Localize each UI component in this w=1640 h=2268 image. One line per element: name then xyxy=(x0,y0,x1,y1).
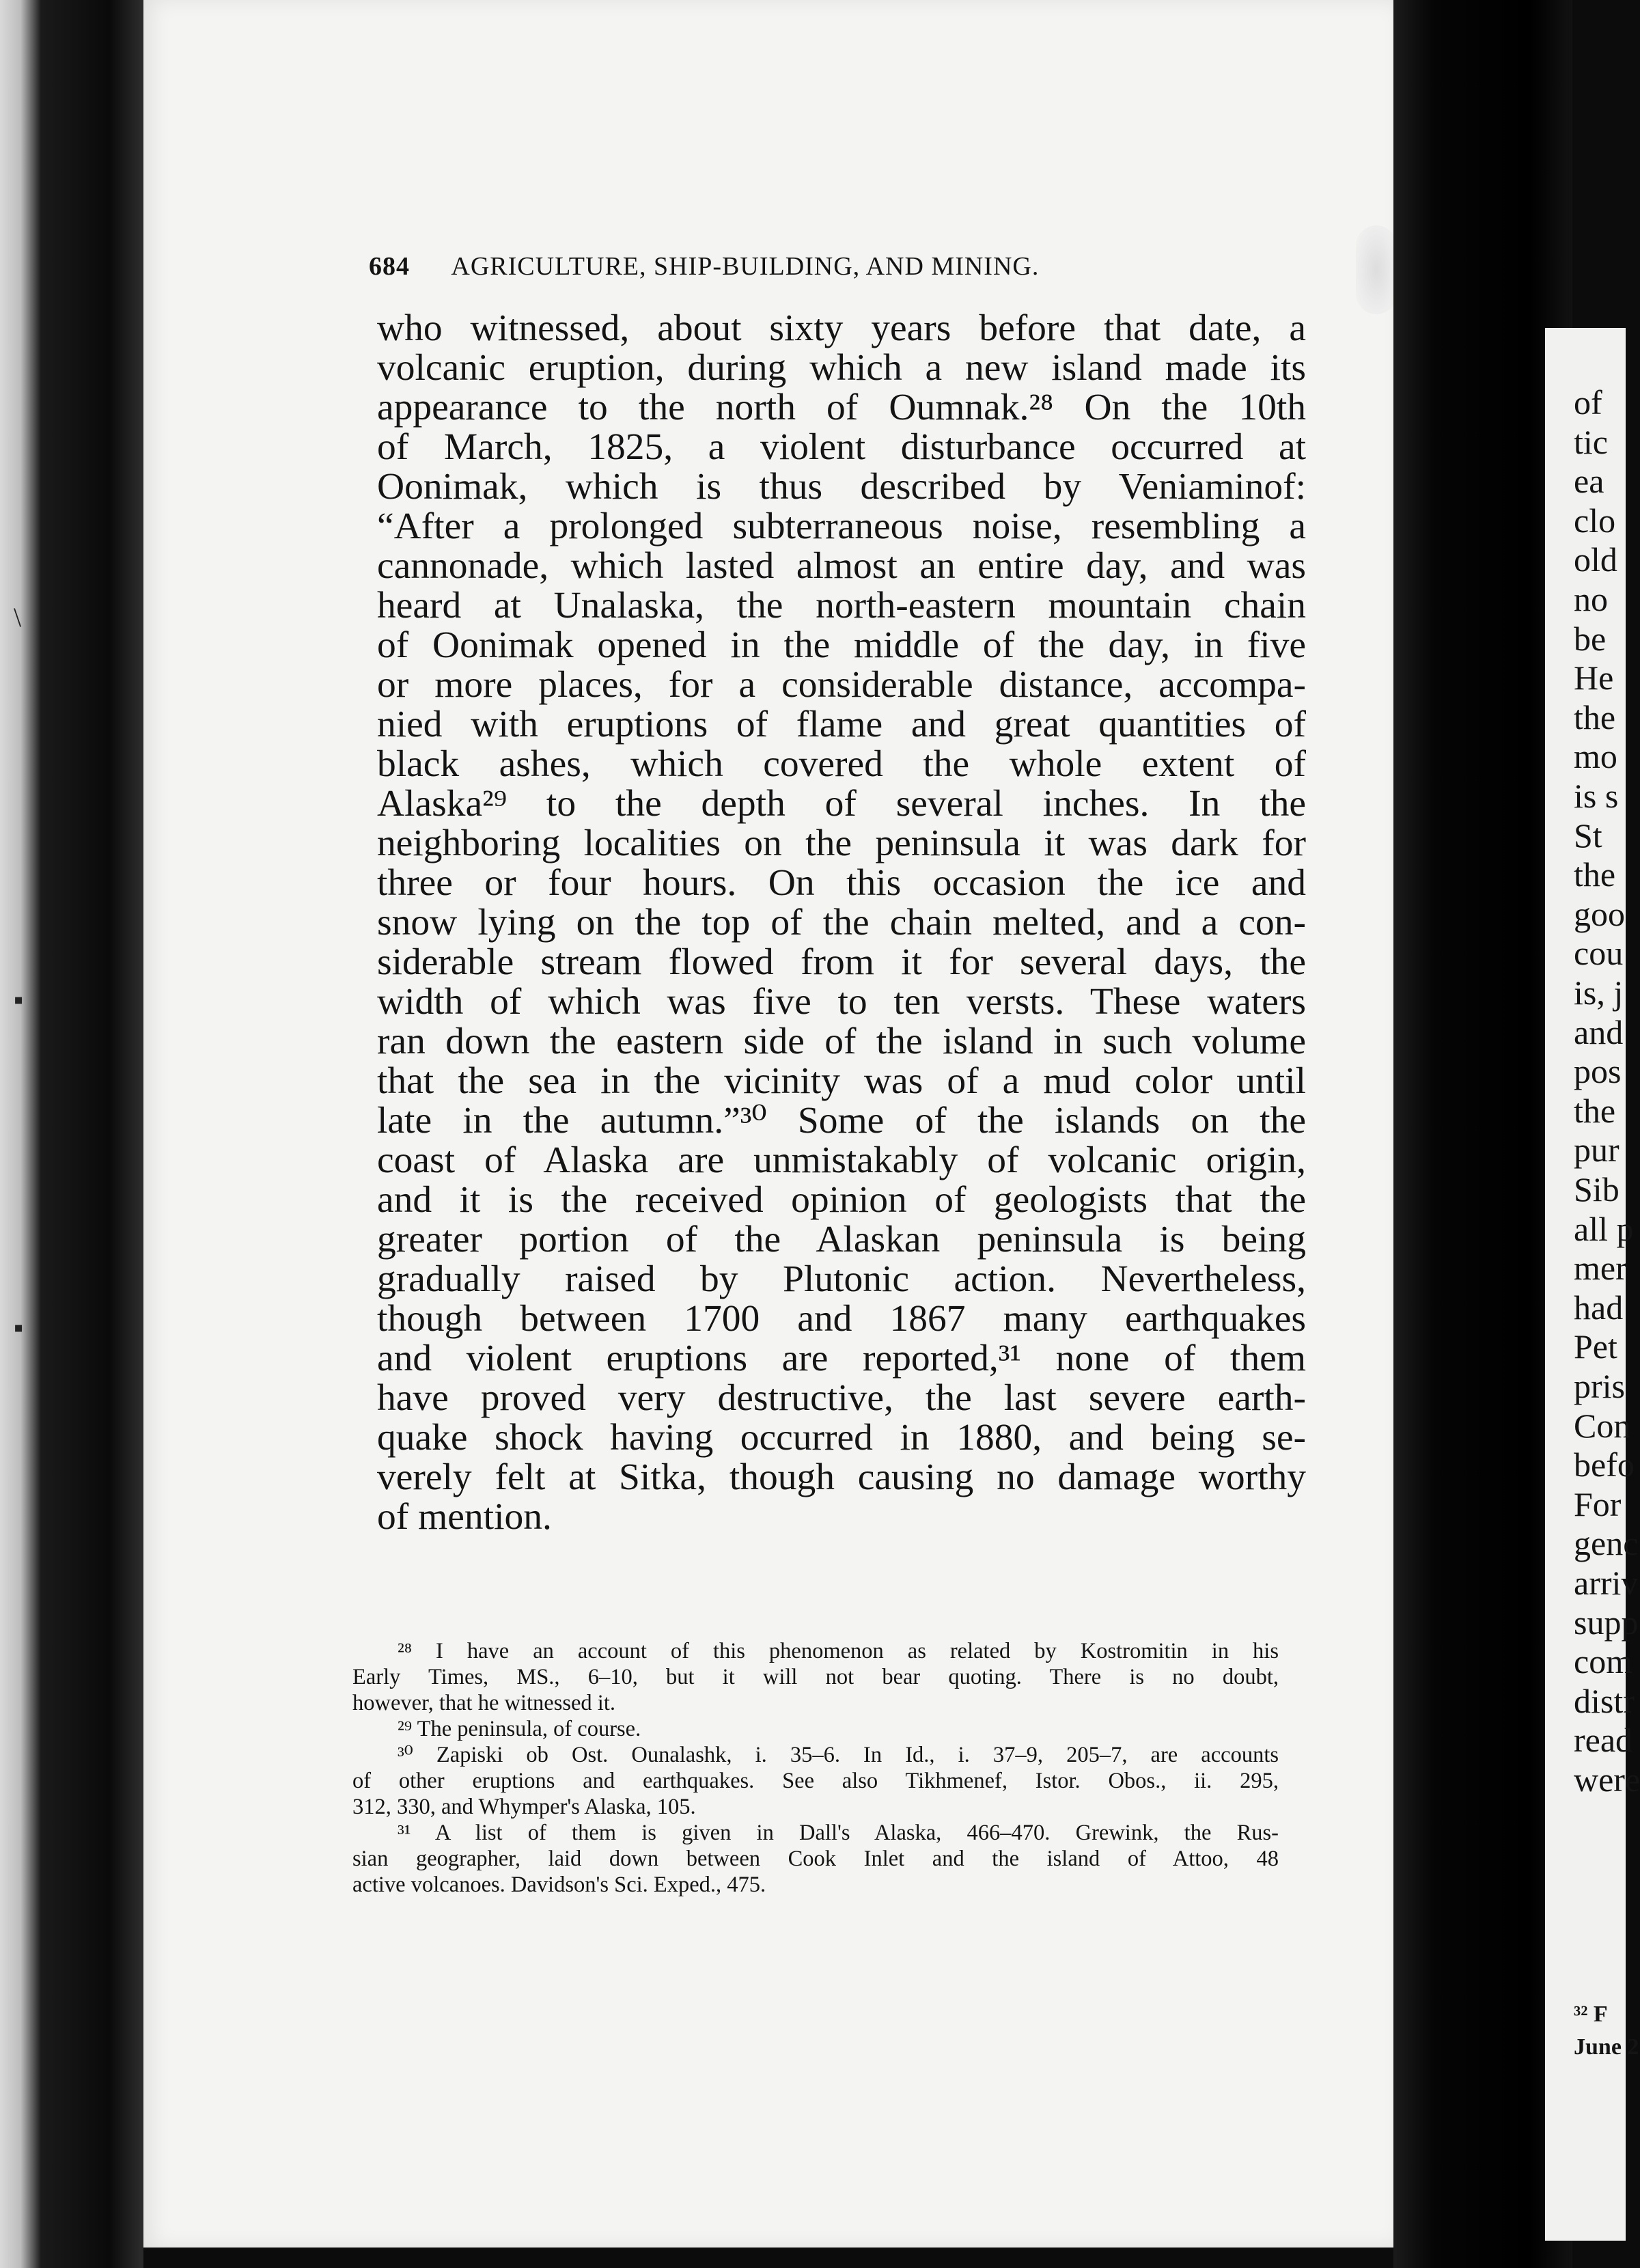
body-text xyxy=(377,309,1306,1537)
facing-page-fragment: supp xyxy=(1574,1603,1639,1642)
body-line: who witnessed, about sixty years before that date, a xyxy=(377,307,1306,349)
footnotes xyxy=(352,1638,1279,1898)
body-line: siderable stream flowed from it for several days, the xyxy=(377,941,1306,983)
facing-page-fragment: the xyxy=(1574,1091,1616,1130)
facing-page-fragment: the xyxy=(1574,855,1616,894)
margin-mark: ▪ xyxy=(14,984,24,1015)
page-number: 684 xyxy=(369,252,410,281)
body-line: and it is the received opinion of geologists that the xyxy=(377,1179,1306,1221)
facing-page-fragment: all p xyxy=(1574,1209,1634,1248)
footnote-line: ²⁸ I have an account of this phenomenon as related by Kostromitin in his xyxy=(398,1639,1279,1663)
facing-page-fragment: For xyxy=(1574,1484,1622,1523)
footnote-line: ³¹ A list of them is given in Dall's Alaska, 466–470. Grewink, the Rus- xyxy=(398,1821,1279,1845)
facing-page-fragment: cou xyxy=(1574,934,1624,973)
facing-page-fragment: ea xyxy=(1574,462,1604,501)
facing-page-fragment: He xyxy=(1574,659,1614,697)
facing-page-fragment: had xyxy=(1574,1288,1624,1327)
facing-page-fragment: clo xyxy=(1574,501,1616,540)
footnote-line: ³⁰ Zapiski ob Ost. Ounalashk, i. 35–6. In Id., i. 37–9, 205–7, are accounts xyxy=(398,1743,1279,1767)
running-title: AGRICULTURE, SHIP-BUILDING, AND MINING. xyxy=(451,252,1040,281)
facing-page-fragment: and xyxy=(1574,1012,1624,1051)
body-line: have proved very destructive, the last severe earth- xyxy=(377,1377,1306,1419)
footnote-line: of other eruptions and earthquakes. See also Tikhmenef, Istor. Obos., ii. 295, xyxy=(352,1769,1279,1793)
body-line: quake shock having occurred in 1880, and being se- xyxy=(377,1417,1306,1458)
body-line: Alaska²⁹ to the depth of several inches. In the xyxy=(377,783,1306,825)
body-line: three or four hours. On this occasion the ice and xyxy=(377,862,1306,904)
facing-page-fragment: mo xyxy=(1574,737,1617,776)
facing-page-fragment: pur xyxy=(1574,1131,1620,1170)
facing-page-fragment: befo xyxy=(1574,1446,1635,1484)
body-line: or more places, for a considerable distance, accompa- xyxy=(377,664,1306,706)
body-line: that the sea in the vicinity was of a mud color until xyxy=(377,1060,1306,1102)
facing-page-fragment: no xyxy=(1574,580,1608,618)
footnote xyxy=(352,1820,1279,1898)
facing-page-fragment: pos xyxy=(1574,1052,1622,1091)
facing-page xyxy=(1545,328,1640,2241)
running-header xyxy=(369,251,1189,281)
body-line: of Oonimak opened in the middle of the day, in five xyxy=(377,624,1306,666)
body-line: of mention. xyxy=(377,1496,552,1538)
body-line: volcanic eruption, during which a new island made its xyxy=(377,347,1306,389)
body-line: cannonade, which lasted almost an entire day, and was xyxy=(377,545,1306,587)
footnote-line: ²⁹ The peninsula, of course. xyxy=(398,1717,641,1741)
footnote xyxy=(352,1638,1279,1716)
facing-page-fragment: distr xyxy=(1574,1681,1635,1720)
body-line: and violent eruptions are reported,³¹ none of them xyxy=(377,1338,1306,1379)
body-line: of March, 1825, a violent disturbance occurred at xyxy=(377,426,1306,468)
facing-page-fragment: old xyxy=(1574,540,1617,579)
footnote-line: Early Times, MS., 6–10, but it will not bear quoting. There is no doubt, xyxy=(352,1665,1279,1689)
body-line: width of which was five to ten versts. These waters xyxy=(377,981,1306,1023)
body-line: coast of Alaska are unmistakably of volcanic origin, xyxy=(377,1139,1306,1181)
facing-page-fragment: genc xyxy=(1574,1524,1639,1563)
facing-page-fragment: Pet xyxy=(1574,1327,1617,1366)
body-line: greater portion of the Alaskan peninsula is being xyxy=(377,1219,1306,1260)
body-line: neighboring localities on the peninsula it was dark for xyxy=(377,822,1306,864)
facing-page-fragment: were xyxy=(1574,1760,1640,1799)
facing-page-fragment: goo xyxy=(1574,894,1625,933)
facing-page-fragment: be xyxy=(1574,619,1607,658)
facing-page-fragment: tic xyxy=(1574,422,1608,461)
facing-page-fragment: com xyxy=(1574,1642,1633,1681)
facing-page-footnote: ³² F xyxy=(1574,2002,1608,2027)
footnote-line: 312, 330, and Whymper's Alaska, 105. xyxy=(352,1795,696,1819)
page-blemish xyxy=(1356,225,1397,314)
facing-page-fragment: is, j xyxy=(1574,973,1624,1012)
scanner-left-edge xyxy=(0,0,143,2268)
footnote-line: sian geographer, laid down between Cook Inlet and the island of Attoo, 48 xyxy=(352,1847,1279,1871)
facing-page-fragment: of xyxy=(1574,383,1602,421)
facing-page-footnote: June 2 xyxy=(1574,2034,1639,2060)
facing-page-fragment: mer xyxy=(1574,1249,1627,1288)
facing-page-fragment: St xyxy=(1574,816,1602,855)
body-line: late in the autumn.”³⁰ Some of the islands on the xyxy=(377,1100,1306,1142)
body-line: black ashes, which covered the whole extent of xyxy=(377,743,1306,785)
facing-page-fragment: the xyxy=(1574,697,1616,736)
body-line: nied with eruptions of flame and great quantities of xyxy=(377,704,1306,745)
body-line: verely felt at Sitka, though causing no damage worthy xyxy=(377,1456,1306,1498)
body-line: heard at Unalaska, the north-eastern mountain chain xyxy=(377,585,1306,626)
facing-page-fragment: read xyxy=(1574,1721,1633,1760)
facing-page-fragment: Sib xyxy=(1574,1170,1620,1208)
body-line: gradually raised by Plutonic action. Nevertheless, xyxy=(377,1258,1306,1300)
facing-page-fragment: is s xyxy=(1574,777,1619,815)
body-line: snow lying on the top of the chain melted, and a con- xyxy=(377,902,1306,943)
body-line: though between 1700 and 1867 many earthquakes xyxy=(377,1298,1306,1340)
body-line: ran down the eastern side of the island in such volume xyxy=(377,1021,1306,1062)
footnote xyxy=(352,1742,1279,1820)
body-line: “After a prolonged subterraneous noise, resembling a xyxy=(377,506,1306,547)
facing-page-fragment: pris xyxy=(1574,1367,1625,1405)
body-line: Oonimak, which is thus described by Veniaminof: xyxy=(377,466,1306,508)
footnote-line: active volcanoes. Davidson's Sci. Exped., 475. xyxy=(352,1872,766,1897)
footnote xyxy=(352,1716,1279,1742)
facing-page-fragment: Con xyxy=(1574,1406,1631,1445)
margin-mark: \ xyxy=(14,602,22,633)
facing-page-fragment: arriv xyxy=(1574,1564,1639,1602)
margin-mark: ▪ xyxy=(14,1312,24,1343)
body-line: appearance to the north of Oumnak.²⁸ On the 10th xyxy=(377,387,1306,428)
footnote-line: however, that he witnessed it. xyxy=(352,1691,615,1715)
